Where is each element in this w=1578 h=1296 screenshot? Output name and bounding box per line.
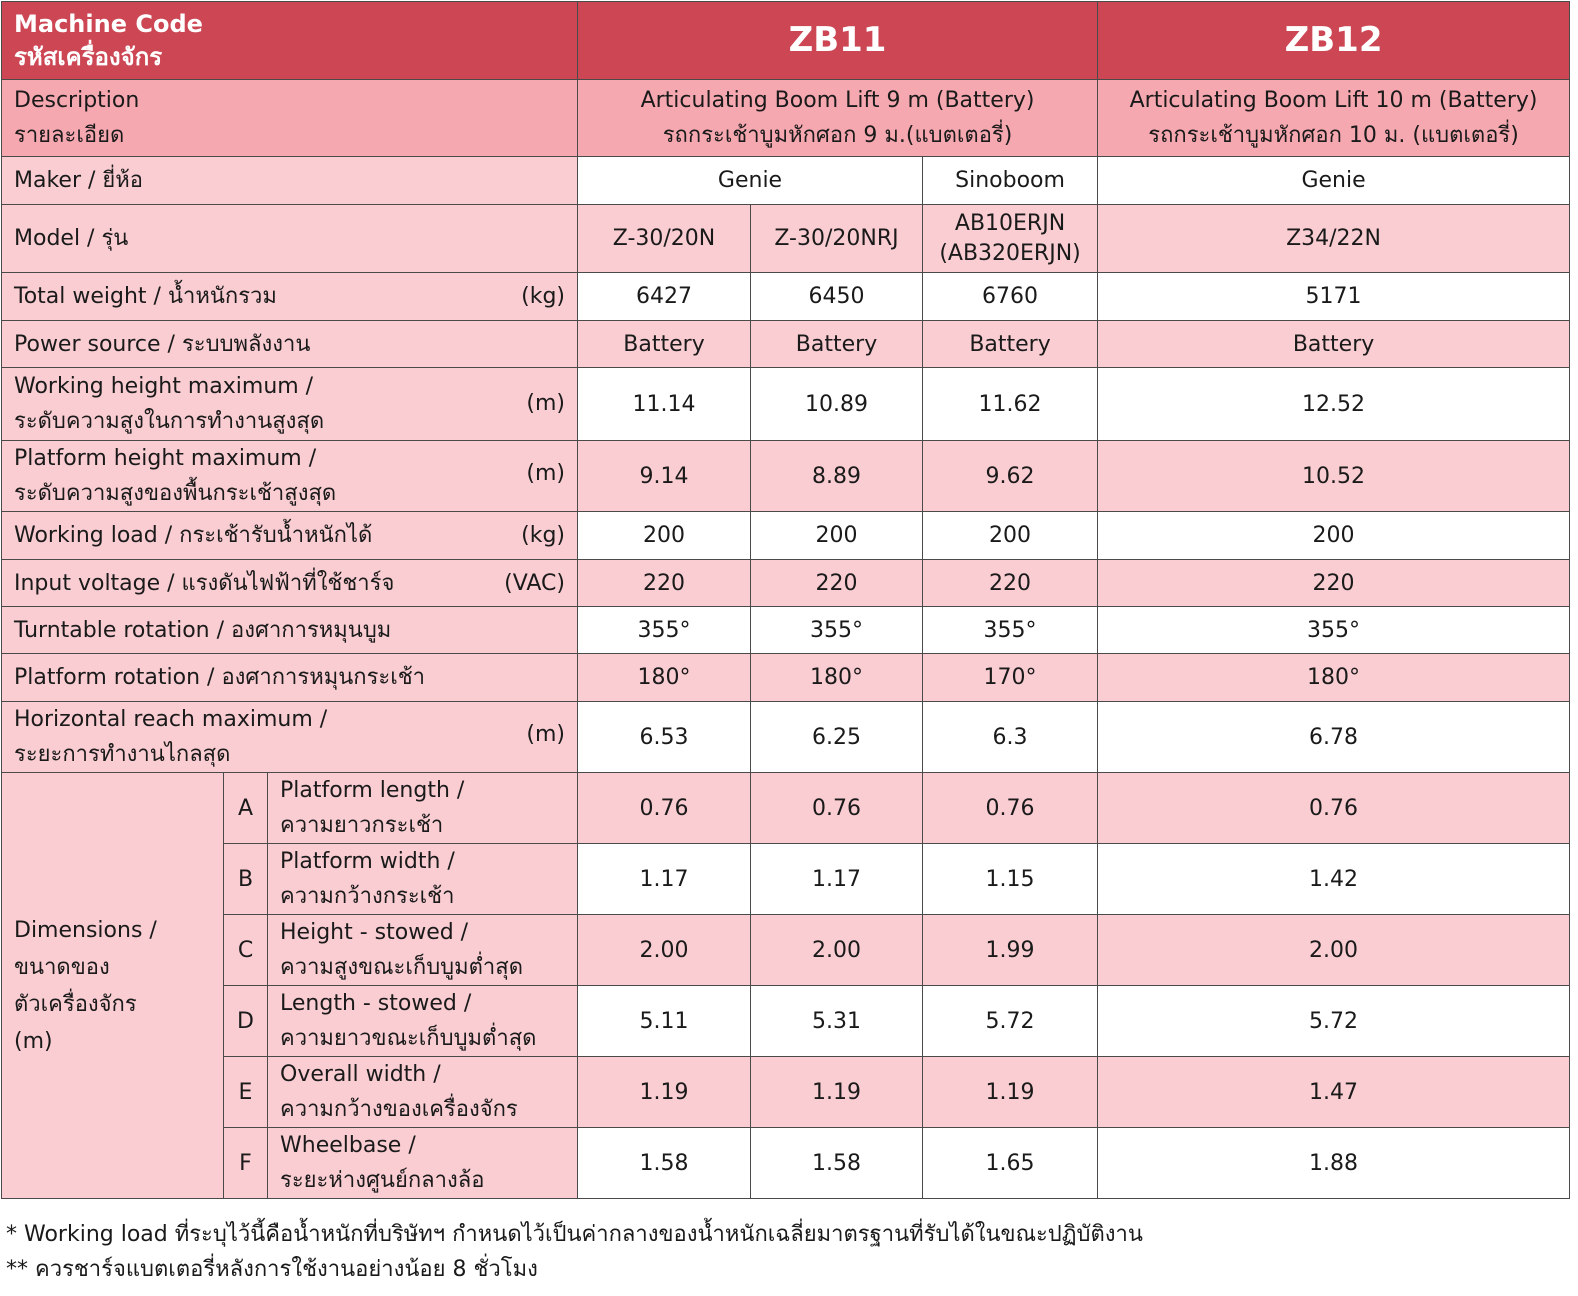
spec-value: 6.25 — [751, 702, 923, 773]
spec-value: 5171 — [1098, 273, 1570, 321]
dimension-label-line2: ความกว้างของเครื่องจักร — [280, 1097, 518, 1122]
spec-value: 220 — [923, 560, 1098, 607]
spec-value: Battery — [751, 321, 923, 368]
maker-sinoboom: Sinoboom — [923, 157, 1098, 205]
dimension-letter: F — [224, 1128, 268, 1199]
spec-row — [2, 654, 1570, 702]
spec-label — [2, 368, 578, 441]
dimension-row — [2, 1128, 1570, 1199]
spec-value: 200 — [751, 512, 923, 560]
model-label: Model / รุ่น — [2, 205, 578, 273]
spec-label-text: Input voltage / แรงดันไฟฟ้าที่ใช้ชาร์จ — [14, 570, 395, 596]
dimension-value: 1.65 — [923, 1128, 1098, 1199]
dimension-label-line1: Platform width / — [280, 849, 455, 874]
dimension-row — [2, 986, 1570, 1057]
spec-label-text: Total weight / น้ำหนักรวม — [14, 284, 277, 309]
spec-unit: (kg) — [521, 523, 566, 548]
spec-value: Battery — [1098, 321, 1570, 368]
maker-label: Maker / ยี่ห้อ — [2, 157, 578, 205]
spec-label-line2: ระยะการทำงานไกลสุด — [14, 742, 231, 767]
dimension-value: 0.76 — [578, 773, 751, 844]
spec-row — [2, 441, 1570, 512]
spec-value: Battery — [923, 321, 1098, 368]
spec-unit: (m) — [526, 391, 566, 416]
zb12-description-en: Articulating Boom Lift 10 m (Battery) — [1129, 88, 1538, 113]
dimension-value: 1.42 — [1098, 844, 1570, 915]
spec-label-text: Power source / ระบบพลังงาน — [14, 331, 311, 357]
machine-code-header — [2, 2, 578, 80]
spec-label-line1: Platform height maximum / — [14, 446, 317, 471]
dimension-label-line2: ความยาวขณะเก็บบูมต่ำสุด — [280, 1026, 537, 1051]
dimension-row — [2, 915, 1570, 986]
zb12-header: ZB12 — [1098, 2, 1570, 80]
dimension-row — [2, 773, 1570, 844]
dimension-value: 1.15 — [923, 844, 1098, 915]
spec-label — [2, 560, 578, 607]
spec-unit: (m) — [526, 722, 566, 747]
spec-value: 220 — [578, 560, 751, 607]
dimension-value: 5.31 — [751, 986, 923, 1057]
spec-row — [2, 607, 1570, 654]
spec-unit: (m) — [526, 461, 566, 486]
dimension-letter: B — [224, 844, 268, 915]
spec-label — [2, 607, 578, 654]
spec-value: 355° — [751, 607, 923, 654]
dimension-label — [268, 844, 578, 915]
dimensions-label-line3: ตัวเครื่องจักร — [14, 991, 137, 1017]
dimension-value: 1.58 — [578, 1128, 751, 1199]
spec-label-text: Platform rotation / องศาการหมุนกระเช้า — [14, 665, 426, 690]
spec-row — [2, 512, 1570, 560]
spec-value: 200 — [578, 512, 751, 560]
spec-value: 355° — [578, 607, 751, 654]
model-ab10erjn-line2: (AB320ERJN) — [939, 240, 1081, 266]
dimension-label — [268, 773, 578, 844]
model-z30-20nrj: Z-30/20NRJ — [751, 205, 923, 273]
spec-label-text: Working load / กระเช้ารับน้ำหนักได้ — [14, 523, 373, 548]
spec-value: 6.53 — [578, 702, 751, 773]
model-ab10erjn-line1: AB10ERJN — [954, 210, 1066, 236]
header-row — [2, 2, 1570, 80]
zb11-description-th: รถกระเช้าบูมหักศอก 9 ม.(แบตเตอรี่) — [662, 123, 1013, 148]
spec-value: 170° — [923, 654, 1098, 702]
zb11-description — [578, 80, 1098, 157]
dimension-label-line1: Length - stowed / — [280, 991, 472, 1016]
spec-value: 10.52 — [1098, 441, 1570, 512]
spec-value: 9.62 — [923, 441, 1098, 512]
maker-row — [2, 157, 1570, 205]
spec-value: 355° — [1098, 607, 1570, 654]
spec-label — [2, 702, 578, 773]
spec-row — [2, 368, 1570, 441]
spec-row — [2, 321, 1570, 368]
spec-label — [2, 512, 578, 560]
dimension-label-line1: Height - stowed / — [280, 920, 469, 945]
spec-value: 8.89 — [751, 441, 923, 512]
spec-table — [1, 1, 1570, 1199]
spec-value: 220 — [751, 560, 923, 607]
dimension-value: 5.11 — [578, 986, 751, 1057]
spec-value: 11.14 — [578, 368, 751, 441]
spec-value: 11.62 — [923, 368, 1098, 441]
spec-value: 6760 — [923, 273, 1098, 321]
spec-value: 9.14 — [578, 441, 751, 512]
spec-value: 180° — [1098, 654, 1570, 702]
dimension-letter: D — [224, 986, 268, 1057]
dimension-value: 1.47 — [1098, 1057, 1570, 1128]
dimensions-label-line4: (m) — [14, 1028, 53, 1054]
dimension-label-line1: Overall width / — [280, 1062, 441, 1087]
description-row — [2, 80, 1570, 157]
spec-value: 200 — [1098, 512, 1570, 560]
spec-value: 12.52 — [1098, 368, 1570, 441]
spec-value: 180° — [751, 654, 923, 702]
spec-label-text: Turntable rotation / องศาการหมุนบูม — [14, 617, 392, 643]
dimension-label — [268, 1128, 578, 1199]
dimension-label-line1: Platform length / — [280, 778, 465, 803]
zb11-header: ZB11 — [578, 2, 1098, 80]
model-z30-20n: Z-30/20N — [578, 205, 751, 273]
dimension-label — [268, 915, 578, 986]
dimension-label-line1: Wheelbase / — [280, 1133, 416, 1158]
dimension-value: 1.58 — [751, 1128, 923, 1199]
footnote-working-load: * Working load ที่ระบุไว้นี้คือน้ำหนักที่บริษัทฯ กำหนดไว้เป็นค่ากลางของน้ำหนักเฉลี่ยมาตรฐานที่รับได้ในขณะปฏิบัติงาน — [6, 1222, 1143, 1247]
zb12-description-th: รถกระเช้าบูมหักศอก 10 ม. (แบตเตอรี่) — [1148, 123, 1519, 148]
spec-label — [2, 273, 578, 321]
dimension-value: 1.19 — [923, 1057, 1098, 1128]
dimension-value: 2.00 — [1098, 915, 1570, 986]
dimension-label-line2: ความกว้างกระเช้า — [280, 884, 455, 909]
spec-label — [2, 321, 578, 368]
dimension-label-line2: ระยะห่างศูนย์กลางล้อ — [280, 1168, 485, 1193]
dimensions-label — [2, 773, 224, 1199]
dimension-row — [2, 1057, 1570, 1128]
spec-value: 6450 — [751, 273, 923, 321]
spec-value: 6.78 — [1098, 702, 1570, 773]
dimension-value: 1.19 — [578, 1057, 751, 1128]
dimension-value: 1.88 — [1098, 1128, 1570, 1199]
dimension-value: 2.00 — [751, 915, 923, 986]
zb11-description-en: Articulating Boom Lift 9 m (Battery) — [640, 88, 1035, 113]
spec-value: 6427 — [578, 273, 751, 321]
dimension-value: 0.76 — [1098, 773, 1570, 844]
zb12-description — [1098, 80, 1570, 157]
dimension-label — [268, 1057, 578, 1128]
spec-label-line2: ระดับความสูงของพื้นกระเช้าสูงสุด — [14, 481, 337, 506]
dimension-letter: C — [224, 915, 268, 986]
spec-value: 220 — [1098, 560, 1570, 607]
machine-code-label-th: รหัสเครื่องจักร — [14, 42, 163, 71]
model-row — [2, 205, 1570, 273]
spec-unit: (kg) — [521, 284, 566, 309]
dimensions-label-line1: Dimensions / — [14, 917, 157, 943]
maker-genie-zb12: Genie — [1098, 157, 1570, 205]
spec-unit: (VAC) — [504, 570, 566, 596]
spec-value: 180° — [578, 654, 751, 702]
spec-label-line2: ระดับความสูงในการทำงานสูงสุด — [14, 409, 325, 434]
spec-row — [2, 560, 1570, 607]
model-z34-22n: Z34/22N — [1098, 205, 1570, 273]
spec-value: 10.89 — [751, 368, 923, 441]
spec-label-line1: Horizontal reach maximum / — [14, 707, 328, 732]
spec-label-line1: Working height maximum / — [14, 374, 314, 399]
spec-value: 200 — [923, 512, 1098, 560]
spec-value: 355° — [923, 607, 1098, 654]
dimension-value: 5.72 — [1098, 986, 1570, 1057]
dimension-value: 0.76 — [923, 773, 1098, 844]
spec-row — [2, 273, 1570, 321]
dimension-label-line2: ความยาวกระเช้า — [280, 813, 444, 838]
footnote-charging: ** ควรชาร์จแบตเตอรี่หลังการใช้งานอย่างน้อย 8 ชั่วโมง — [6, 1257, 538, 1282]
spec-value: Battery — [578, 321, 751, 368]
dimension-row — [2, 844, 1570, 915]
dimension-value: 1.99 — [923, 915, 1098, 986]
dimension-value: 2.00 — [578, 915, 751, 986]
footnotes — [6, 1217, 1578, 1287]
description-label-en: Description — [14, 88, 140, 113]
dimension-value: 1.19 — [751, 1057, 923, 1128]
dimension-value: 5.72 — [923, 986, 1098, 1057]
dimension-value: 0.76 — [751, 773, 923, 844]
spec-label — [2, 654, 578, 702]
spec-label — [2, 441, 578, 512]
dimensions-label-line2: ขนาดของ — [14, 954, 110, 980]
description-label — [2, 80, 578, 157]
dimension-letter: E — [224, 1057, 268, 1128]
dimension-label — [268, 986, 578, 1057]
dimension-value: 1.17 — [578, 844, 751, 915]
dimension-value: 1.17 — [751, 844, 923, 915]
dimension-label-line2: ความสูงขณะเก็บบูมต่ำสุด — [280, 955, 523, 980]
model-ab10erjn — [923, 205, 1098, 273]
description-label-th: รายละเอียด — [14, 123, 125, 148]
spec-row — [2, 702, 1570, 773]
machine-code-label-en: Machine Code — [14, 9, 203, 38]
maker-genie-zb11: Genie — [578, 157, 923, 205]
spec-value: 6.3 — [923, 702, 1098, 773]
dimension-letter: A — [224, 773, 268, 844]
